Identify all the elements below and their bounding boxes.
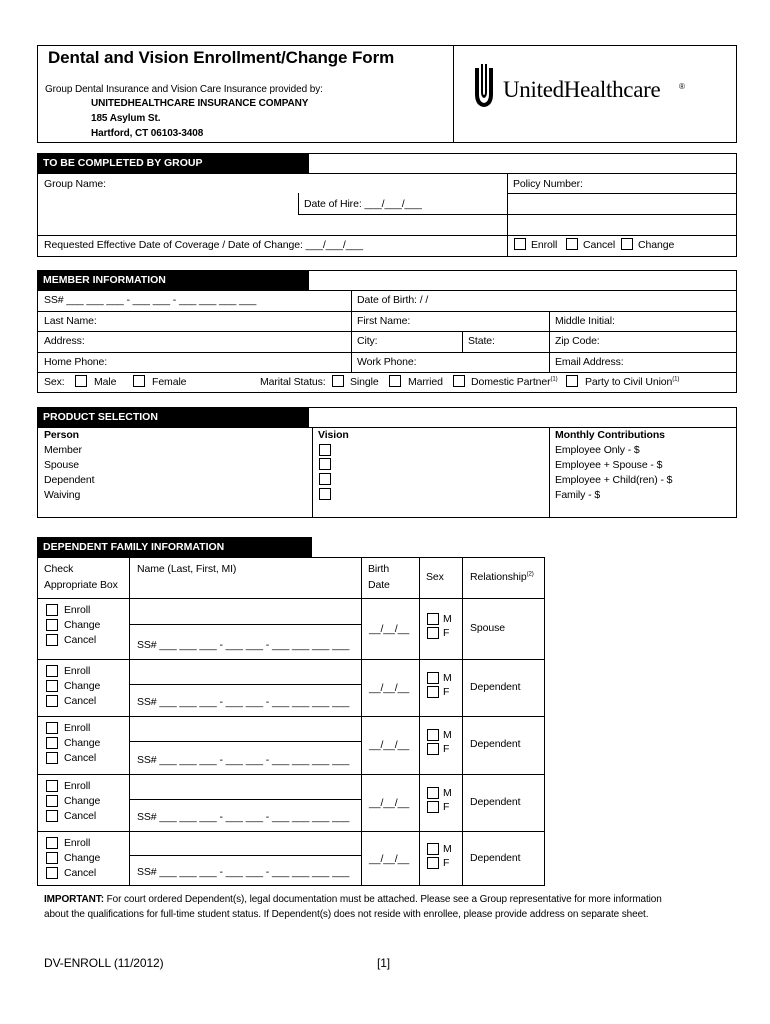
dep-5-birth-date[interactable]: __/__/__ xyxy=(369,853,410,865)
dep-col-2 xyxy=(361,557,362,886)
dep-row-line xyxy=(37,716,545,717)
member-line-3 xyxy=(37,352,737,353)
dep-3-ss-field[interactable]: SS# ___ ___ ___ - ___ ___ - ___ ___ ___ ___ xyxy=(137,754,350,766)
dep-2-change-label: Change xyxy=(64,680,101,692)
person-dependent: Dependent xyxy=(44,474,95,486)
dep-5-relationship: Dependent xyxy=(470,852,521,864)
contrib-family: Family - $ xyxy=(555,489,601,501)
dep-row-line xyxy=(37,659,545,660)
dep-2-enroll-label: Enroll xyxy=(64,665,91,677)
civil-union-label xyxy=(585,376,679,388)
dependent-section-bar: DEPENDENT FAMILY INFORMATION xyxy=(37,537,312,557)
dep-2-female-checkbox[interactable] xyxy=(427,686,439,698)
col-sex: Sex xyxy=(426,571,444,583)
dep-1-name-field[interactable] xyxy=(131,600,359,623)
dep-5-enroll-label: Enroll xyxy=(64,837,91,849)
enroll-label: Enroll xyxy=(531,239,558,251)
first-name-label: First Name: xyxy=(357,315,411,327)
group-top-right xyxy=(736,153,737,173)
member-line-1 xyxy=(37,311,737,312)
important-text-1: For court ordered Dependent(s), legal documentation must be attached. Please see a Group representative for more information xyxy=(103,894,662,905)
product-top-line xyxy=(309,407,737,408)
member-col-1 xyxy=(351,290,352,372)
dep-4-male-label: M xyxy=(443,787,452,799)
dep-2-relationship: Dependent xyxy=(470,681,521,693)
group-line-2 xyxy=(298,214,507,215)
dep-row-line xyxy=(37,598,545,599)
dep-col-4 xyxy=(462,557,463,886)
single-checkbox[interactable] xyxy=(332,375,344,387)
policy-number-label: Policy Number: xyxy=(513,178,583,190)
dep-2-cancel-checkbox[interactable] xyxy=(46,695,58,707)
group-section-bar: TO BE COMPLETED BY GROUP xyxy=(37,153,309,173)
sex-label: Sex: xyxy=(44,376,65,388)
form-title: Dental and Vision Enrollment/Change Form xyxy=(48,48,395,67)
dep-1-female-checkbox[interactable] xyxy=(427,627,439,639)
product-col-1 xyxy=(312,427,313,518)
change-checkbox[interactable] xyxy=(621,238,633,250)
group-line-4 xyxy=(507,214,737,215)
contrib-employee-children: Employee + Child(ren) - $ xyxy=(555,474,673,486)
vision-waiving-checkbox[interactable] xyxy=(319,488,331,500)
group-line-3 xyxy=(37,235,737,236)
vision-header: Vision xyxy=(318,429,349,441)
col-check-1: Check xyxy=(44,563,74,575)
dep-3-enroll-label: Enroll xyxy=(64,722,91,734)
domestic-partner-checkbox[interactable] xyxy=(453,375,465,387)
col-birth-1: Birth xyxy=(368,563,390,575)
dep-row-line xyxy=(37,774,545,775)
dep-5-ss-field[interactable]: SS# ___ ___ ___ - ___ ___ - ___ ___ ___ ___ xyxy=(137,866,350,878)
dep-1-female-label: F xyxy=(443,627,450,639)
dep-1-birth-date[interactable]: __/__/__ xyxy=(369,623,410,635)
dep-4-change-label: Change xyxy=(64,795,101,807)
uhc-shield-icon xyxy=(472,64,496,108)
product-section-bar: PRODUCT SELECTION xyxy=(37,407,309,427)
member-col-3 xyxy=(462,331,463,352)
dep-1-enroll-label: Enroll xyxy=(64,604,91,616)
dep-3-male-label: M xyxy=(443,729,452,741)
single-label: Single xyxy=(350,376,379,388)
dep-name-divider xyxy=(129,624,361,625)
state-label: State: xyxy=(468,335,495,347)
dep-4-name-field[interactable] xyxy=(131,776,359,798)
dep-5-female-checkbox[interactable] xyxy=(427,857,439,869)
marital-label: Marital Status: xyxy=(260,376,326,388)
ss-field[interactable]: SS# ___ ___ ___ - ___ ___ - ___ ___ ___ ___ xyxy=(44,294,257,306)
dep-3-enroll-checkbox[interactable] xyxy=(46,722,58,734)
dep-name-divider xyxy=(129,684,361,685)
group-top-line xyxy=(309,153,737,154)
page-number: [1] xyxy=(377,956,391,970)
dep-2-enroll-checkbox[interactable] xyxy=(46,665,58,677)
dep-row-line xyxy=(37,831,545,832)
dep-5-cancel-checkbox[interactable] xyxy=(46,867,58,879)
contrib-employee-only: Employee Only - $ xyxy=(555,444,640,456)
dep-4-enroll-checkbox[interactable] xyxy=(46,780,58,792)
important-line-1 xyxy=(44,894,662,905)
dep-4-birth-date[interactable]: __/__/__ xyxy=(369,797,410,809)
uhc-logo xyxy=(472,64,702,112)
member-top-line xyxy=(309,270,737,271)
cancel-label: Cancel xyxy=(583,239,616,251)
effective-date-field[interactable]: Requested Effective Date of Coverage / Date of Change: ___/___/___ xyxy=(44,239,363,251)
dep-3-change-label: Change xyxy=(64,737,101,749)
person-spouse: Spouse xyxy=(44,459,80,471)
dep-4-enroll-label: Enroll xyxy=(64,780,91,792)
married-label: Married xyxy=(408,376,443,388)
dep-2-name-field[interactable] xyxy=(131,661,359,683)
col-relationship-text: Relationship xyxy=(470,571,527,583)
dep-4-cancel-label: Cancel xyxy=(64,810,97,822)
member-line-2 xyxy=(37,331,737,332)
dep-4-female-label: F xyxy=(443,801,450,813)
company-name: UNITEDHEALTHCARE INSURANCE COMPANY xyxy=(91,98,309,109)
group-policy-divider xyxy=(507,173,508,257)
company-city: Hartford, CT 06103-3408 xyxy=(91,128,204,139)
member-line-4 xyxy=(37,372,737,373)
dep-1-cancel-label: Cancel xyxy=(64,634,97,646)
important-label: IMPORTANT: xyxy=(44,894,104,905)
dep-4-cancel-checkbox[interactable] xyxy=(46,810,58,822)
important-line-2: about the qualifications for full-time student status. If Dependent(s) does not reside with enrollee, please provide address on separate sheet. xyxy=(44,909,649,920)
dep-1-relationship: Spouse xyxy=(470,622,506,634)
male-label: Male xyxy=(94,376,117,388)
male-checkbox[interactable] xyxy=(75,375,87,387)
dep-3-cancel-checkbox[interactable] xyxy=(46,752,58,764)
dep-1-ss-field[interactable]: SS# ___ ___ ___ - ___ ___ - ___ ___ ___ ___ xyxy=(137,639,350,651)
dep-3-female-checkbox[interactable] xyxy=(427,743,439,755)
dep-2-ss-field[interactable]: SS# ___ ___ ___ - ___ ___ - ___ ___ ___ ___ xyxy=(137,696,350,708)
civil-union-text: Party to Civil Union xyxy=(585,376,673,388)
dep-4-female-checkbox[interactable] xyxy=(427,801,439,813)
domestic-partner-label xyxy=(471,376,558,388)
contrib-employee-spouse: Employee + Spouse - $ xyxy=(555,459,663,471)
person-member: Member xyxy=(44,444,82,456)
dep-5-male-checkbox[interactable] xyxy=(427,843,439,855)
address-label: Address: xyxy=(44,335,85,347)
middle-initial-label: Middle Initial: xyxy=(555,315,615,327)
dep-4-change-checkbox[interactable] xyxy=(46,795,58,807)
company-street: 185 Asylum St. xyxy=(91,113,161,124)
dep-5-name-field[interactable] xyxy=(131,833,359,854)
dep-3-female-label: F xyxy=(443,743,450,755)
form-id: DV-ENROLL (11/2012) xyxy=(44,956,164,970)
change-label: Change xyxy=(638,239,675,251)
provided-by: Group Dental Insurance and Vision Care Insurance provided by: xyxy=(45,84,323,95)
contrib-header: Monthly Contributions xyxy=(555,429,665,441)
married-checkbox[interactable] xyxy=(389,375,401,387)
dep-4-relationship: Dependent xyxy=(470,796,521,808)
product-col-2 xyxy=(549,427,550,518)
member-top-right xyxy=(736,270,737,290)
dep-1-enroll-checkbox[interactable] xyxy=(46,604,58,616)
dep-2-male-label: M xyxy=(443,672,452,684)
vision-dependent-checkbox[interactable] xyxy=(319,473,331,485)
col-check-2: Appropriate Box xyxy=(44,579,118,591)
dep-col-1 xyxy=(129,557,130,886)
col-relationship-note: (2) xyxy=(526,571,534,578)
domestic-partner-note: (1) xyxy=(550,376,558,383)
dep-4-ss-field[interactable]: SS# ___ ___ ___ - ___ ___ - ___ ___ ___ ___ xyxy=(137,811,350,823)
dep-1-change-label: Change xyxy=(64,619,101,631)
dep-1-cancel-checkbox[interactable] xyxy=(46,634,58,646)
dep-name-divider xyxy=(129,799,361,800)
member-section-bar: MEMBER INFORMATION xyxy=(37,270,309,290)
home-phone-label: Home Phone: xyxy=(44,356,108,368)
dep-5-enroll-checkbox[interactable] xyxy=(46,837,58,849)
dep-3-male-checkbox[interactable] xyxy=(427,729,439,741)
col-relationship xyxy=(470,571,534,583)
col-name: Name (Last, First, MI) xyxy=(137,563,237,575)
dep-5-cancel-label: Cancel xyxy=(64,867,97,879)
dep-1-change-checkbox[interactable] xyxy=(46,619,58,631)
enroll-checkbox[interactable] xyxy=(514,238,526,250)
product-top-right xyxy=(736,407,737,427)
dep-name-divider xyxy=(129,741,361,742)
vision-member-checkbox[interactable] xyxy=(319,444,331,456)
dep-3-cancel-label: Cancel xyxy=(64,752,97,764)
vision-spouse-checkbox[interactable] xyxy=(319,458,331,470)
dob-field[interactable]: Date of Birth: / / xyxy=(357,294,429,306)
dep-3-birth-date[interactable]: __/__/__ xyxy=(369,739,410,751)
work-phone-label: Work Phone: xyxy=(357,356,417,368)
dep-5-change-label: Change xyxy=(64,852,101,864)
dep-1-male-label: M xyxy=(443,613,452,625)
dep-3-relationship: Dependent xyxy=(470,738,521,750)
dep-2-male-checkbox[interactable] xyxy=(427,672,439,684)
female-label: Female xyxy=(152,376,187,388)
date-of-hire-field[interactable]: Date of Hire: ___/___/___ xyxy=(304,198,422,210)
domestic-partner-text: Domestic Partner xyxy=(471,376,551,388)
civil-union-checkbox[interactable] xyxy=(566,375,578,387)
zip-label: Zip Code: xyxy=(555,335,600,347)
dep-4-male-checkbox[interactable] xyxy=(427,787,439,799)
member-col-2 xyxy=(549,311,550,372)
hire-divider xyxy=(298,193,299,214)
civil-union-note: (1) xyxy=(672,376,680,383)
uhc-logo-text: UnitedHealthcare xyxy=(503,77,661,102)
email-label: Email Address: xyxy=(555,356,624,368)
dep-3-name-field[interactable] xyxy=(131,718,359,740)
city-label: City: xyxy=(357,335,378,347)
uhc-logo-reg: ® xyxy=(679,82,685,91)
dep-2-cancel-label: Cancel xyxy=(64,695,97,707)
dep-1-male-checkbox[interactable] xyxy=(427,613,439,625)
person-header: Person xyxy=(44,429,79,441)
dep-col-3 xyxy=(419,557,420,886)
dep-5-change-checkbox[interactable] xyxy=(46,852,58,864)
cancel-checkbox[interactable] xyxy=(566,238,578,250)
last-name-label: Last Name: xyxy=(44,315,97,327)
dep-5-male-label: M xyxy=(443,843,452,855)
dep-name-divider xyxy=(129,855,361,856)
dep-5-female-label: F xyxy=(443,857,450,869)
group-line-1 xyxy=(507,193,737,194)
female-checkbox[interactable] xyxy=(133,375,145,387)
person-waiving: Waiving xyxy=(44,489,81,501)
header-divider xyxy=(453,45,454,143)
dep-2-change-checkbox[interactable] xyxy=(46,680,58,692)
dep-2-female-label: F xyxy=(443,686,450,698)
group-name-label: Group Name: xyxy=(44,178,106,190)
dep-3-change-checkbox[interactable] xyxy=(46,737,58,749)
dep-2-birth-date[interactable]: __/__/__ xyxy=(369,682,410,694)
col-birth-2: Date xyxy=(368,579,390,591)
